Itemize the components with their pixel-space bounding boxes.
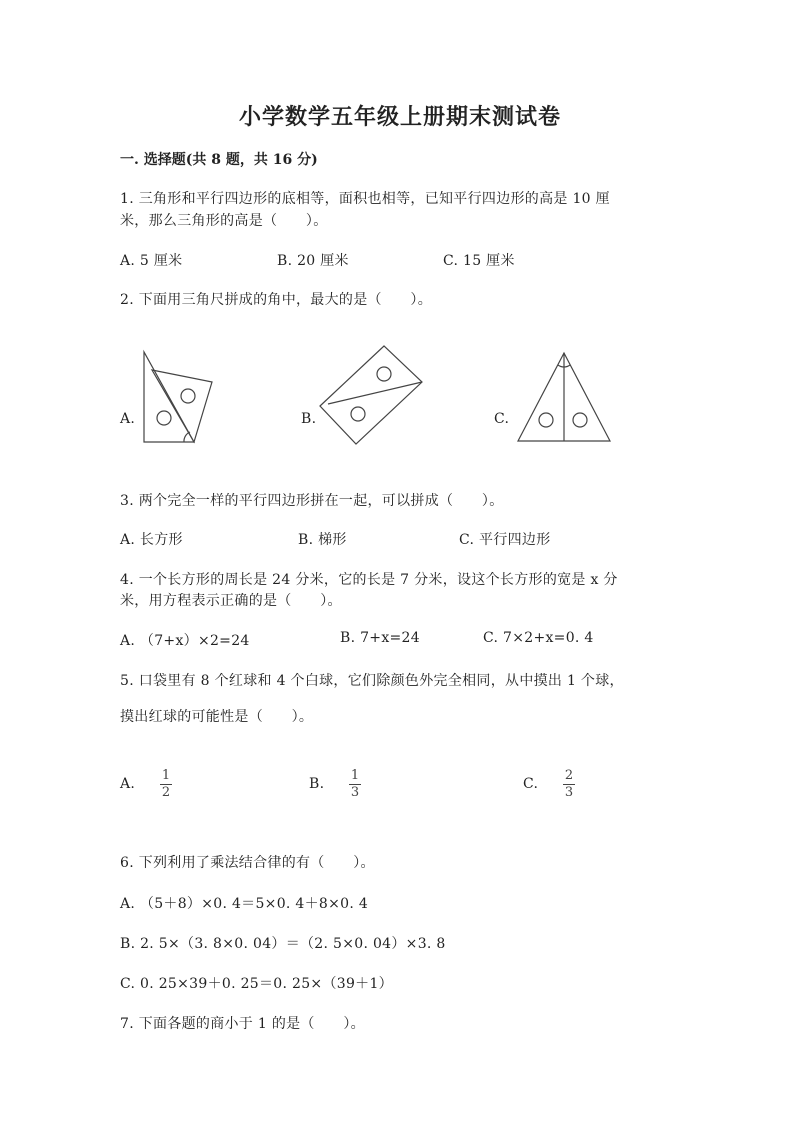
question-5-option-a: A. <box>120 776 136 792</box>
question-4-line-1: 4. 一个长方形的周长是 24 分米，它的长是 7 分米，设这个长方形的宽是 x 分 <box>120 572 618 588</box>
question-6-option-c: C. 0. 25×39＋0. 25＝0. 25×（39＋1） <box>120 976 393 992</box>
figure-c-triangle-rulers <box>514 349 614 449</box>
question-3-line-1: 3. 两个完全一样的平行四边形拼在一起，可以拼成（ ）。 <box>120 493 504 509</box>
fraction-numerator: 2 <box>564 768 574 783</box>
question-5-option-c: C. <box>523 776 539 792</box>
fraction-numerator: 1 <box>161 768 171 783</box>
fraction-denominator: 2 <box>161 785 171 800</box>
question-3-option-c: C. 平行四边形 <box>459 532 551 548</box>
fraction-one-half <box>160 769 172 800</box>
question-6-option-a: A. （5＋8）×0. 4＝5×0. 4＋8×0. 4 <box>120 896 369 912</box>
question-6-line-1: 6. 下列利用了乘法结合律的有（ ）。 <box>120 855 375 871</box>
question-2-option-b: B. <box>301 411 317 427</box>
figure-b-triangle-rulers <box>318 342 438 452</box>
question-7-line-1: 7. 下面各题的商小于 1 的是（ ）。 <box>120 1016 365 1032</box>
page-title: 小学数学五年级上册期末测试卷 <box>238 104 561 130</box>
question-3-option-a: A. 长方形 <box>120 532 183 548</box>
question-5-line-2: 摸出红球的可能性是（ ）。 <box>120 709 314 725</box>
fraction-denominator: 3 <box>564 785 574 800</box>
question-1-option-b: B. 20 厘米 <box>277 253 349 269</box>
question-1-option-c: C. 15 厘米 <box>443 253 515 269</box>
question-2-option-a: A. <box>120 411 136 427</box>
question-3-option-b: B. 梯形 <box>298 532 347 548</box>
fraction-denominator: 3 <box>350 785 360 800</box>
question-4-line-2: 米，用方程表示正确的是（ ）。 <box>120 593 342 609</box>
question-4-option-a: A. （7+x）×2=24 <box>120 633 250 649</box>
section-heading: 一. 选择题(共 8 题，共 16 分) <box>120 152 318 168</box>
question-1-line-2: 米，那么三角形的高是（ ）。 <box>120 213 328 229</box>
fraction-two-thirds <box>563 769 575 800</box>
question-1-option-a: A. 5 厘米 <box>120 253 183 269</box>
question-4-option-c: C. 7×2+x=0. 4 <box>483 630 594 646</box>
question-6-option-b: B. 2. 5×（3. 8×0. 04）＝（2. 5×0. 04）×3. 8 <box>120 936 446 952</box>
question-5-line-1: 5. 口袋里有 8 个红球和 4 个白球，它们除颜色外完全相同，从中摸出 1 个球， <box>120 673 624 689</box>
question-1-line-1: 1. 三角形和平行四边形的底相等，面积也相等，已知平行四边形的高是 10 厘 <box>120 191 610 207</box>
question-2-line-1: 2. 下面用三角尺拼成的角中，最大的是（ ）。 <box>120 292 433 308</box>
fraction-numerator: 1 <box>350 768 360 783</box>
fraction-one-third <box>349 769 361 800</box>
figure-a-triangle-rulers <box>140 348 230 448</box>
question-2-option-c: C. <box>494 411 510 427</box>
question-4-option-b: B. 7+x=24 <box>340 630 420 646</box>
question-5-option-b: B. <box>309 776 325 792</box>
